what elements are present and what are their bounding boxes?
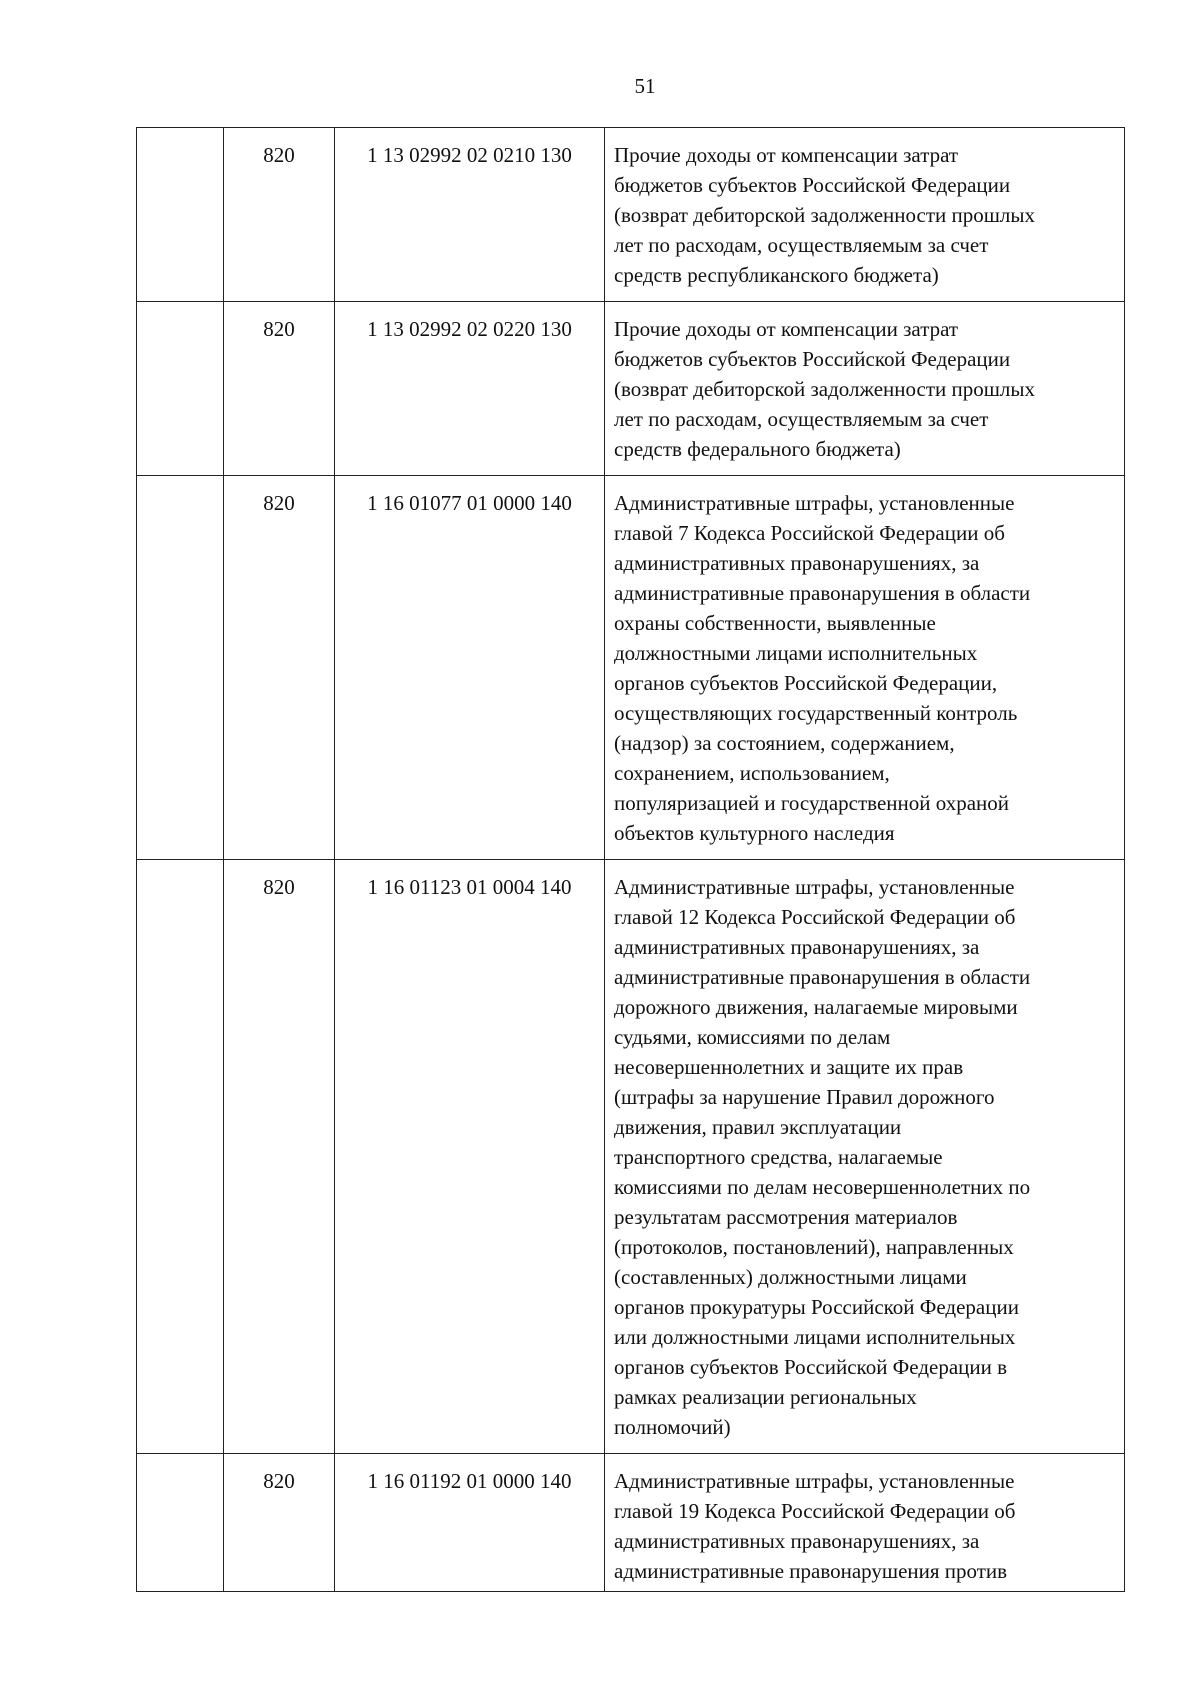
table-row bbox=[137, 860, 1125, 1454]
description-line: или должностными лицами исполнительных bbox=[614, 1325, 1016, 1349]
description-cell bbox=[605, 128, 1125, 302]
budget-classification-code-cell: 1 16 01123 01 0004 140 bbox=[335, 860, 605, 1454]
description-line: органов субъектов Российской Федерации в bbox=[614, 1355, 1008, 1379]
description-line: сохранением, использованием, bbox=[614, 761, 890, 785]
description-line: бюджетов субъектов Российской Федерации bbox=[614, 347, 1011, 371]
description-cell bbox=[605, 476, 1125, 860]
description-line: (надзор) за состоянием, содержанием, bbox=[614, 731, 955, 755]
empty-cell bbox=[137, 860, 224, 1454]
empty-cell bbox=[137, 476, 224, 860]
description-line: рамках реализации региональных bbox=[614, 1385, 917, 1409]
admin-code-cell: 820 bbox=[224, 476, 335, 860]
description-cell bbox=[605, 302, 1125, 476]
page-number: 51 bbox=[634, 74, 656, 98]
description-line: транспортного средства, налагаемые bbox=[614, 1145, 943, 1169]
budget-classification-code-cell: 1 16 01077 01 0000 140 bbox=[335, 476, 605, 860]
description-line: комиссиями по делам несовершеннолетних по bbox=[614, 1175, 1031, 1199]
description-line: движения, правил эксплуатации bbox=[614, 1115, 902, 1139]
description-line: (штрафы за нарушение Правил дорожного bbox=[614, 1085, 995, 1109]
description-line: судьями, комиссиями по делам bbox=[614, 1025, 891, 1049]
description-line: административных правонарушениях, за bbox=[614, 935, 980, 959]
description-line: Административные штрафы, установленные bbox=[614, 491, 1015, 515]
description-line: (составленных) должностными лицами bbox=[614, 1265, 967, 1289]
description-line: средств федерального бюджета) bbox=[614, 437, 901, 461]
description-line: лет по расходам, осуществляемым за счет bbox=[614, 233, 989, 257]
empty-cell bbox=[137, 128, 224, 302]
table-row bbox=[137, 128, 1125, 302]
empty-cell bbox=[137, 302, 224, 476]
budget-classification-code-cell: 1 13 02992 02 0210 130 bbox=[335, 128, 605, 302]
revenue-codes-table bbox=[136, 127, 1125, 1592]
description-line: главой 12 Кодекса Российской Федерации об bbox=[614, 905, 1016, 929]
description-line: органов субъектов Российской Федерации, bbox=[614, 671, 998, 695]
description-line: дорожного движения, налагаемые мировыми bbox=[614, 995, 1018, 1019]
description-line: административных правонарушениях, за bbox=[614, 551, 980, 575]
description-line: административные правонарушения против bbox=[614, 1559, 1008, 1583]
description-line: результатам рассмотрения материалов bbox=[614, 1205, 958, 1229]
description-line: Прочие доходы от компенсации затрат bbox=[614, 317, 959, 341]
description-line: бюджетов субъектов Российской Федерации bbox=[614, 173, 1011, 197]
description-line: административных правонарушениях, за bbox=[614, 1529, 980, 1553]
description-line: осуществляющих государственный контроль bbox=[614, 701, 1018, 725]
description-line: административные правонарушения в области bbox=[614, 581, 1031, 605]
description-line: органов прокуратуры Российской Федерации bbox=[614, 1295, 1019, 1319]
description-line: (возврат дебиторской задолженности прошлых bbox=[614, 377, 1035, 401]
description-line: охраны собственности, выявленные bbox=[614, 611, 936, 635]
description-line: Прочие доходы от компенсации затрат bbox=[614, 143, 959, 167]
description-line: лет по расходам, осуществляемым за счет bbox=[614, 407, 989, 431]
admin-code-cell: 820 bbox=[224, 128, 335, 302]
description-line: главой 19 Кодекса Российской Федерации об bbox=[614, 1499, 1016, 1523]
empty-cell bbox=[137, 1454, 224, 1592]
description-cell bbox=[605, 860, 1125, 1454]
description-line: (протоколов, постановлений), направленных bbox=[614, 1235, 1014, 1259]
table-row bbox=[137, 302, 1125, 476]
description-line: должностными лицами исполнительных bbox=[614, 641, 978, 665]
admin-code-cell: 820 bbox=[224, 860, 335, 1454]
description-line: объектов культурного наследия bbox=[614, 821, 895, 845]
description-line: административные правонарушения в области bbox=[614, 965, 1031, 989]
description-line: средств республиканского бюджета) bbox=[614, 263, 939, 287]
description-line: Административные штрафы, установленные bbox=[614, 1469, 1015, 1493]
table-row bbox=[137, 476, 1125, 860]
description-cell bbox=[605, 1454, 1125, 1592]
description-line: полномочий) bbox=[614, 1415, 731, 1439]
description-line: главой 7 Кодекса Российской Федерации об bbox=[614, 521, 1005, 545]
description-line: несовершеннолетних и защите их прав bbox=[614, 1055, 964, 1079]
description-line: Административные штрафы, установленные bbox=[614, 875, 1015, 899]
description-line: популяризацией и государственной охраной bbox=[614, 791, 1010, 815]
admin-code-cell: 820 bbox=[224, 1454, 335, 1592]
budget-classification-code-cell: 1 16 01192 01 0000 140 bbox=[335, 1454, 605, 1592]
table-row bbox=[137, 1454, 1125, 1592]
admin-code-cell: 820 bbox=[224, 302, 335, 476]
budget-classification-code-cell: 1 13 02992 02 0220 130 bbox=[335, 302, 605, 476]
description-line: (возврат дебиторской задолженности прошлых bbox=[614, 203, 1035, 227]
